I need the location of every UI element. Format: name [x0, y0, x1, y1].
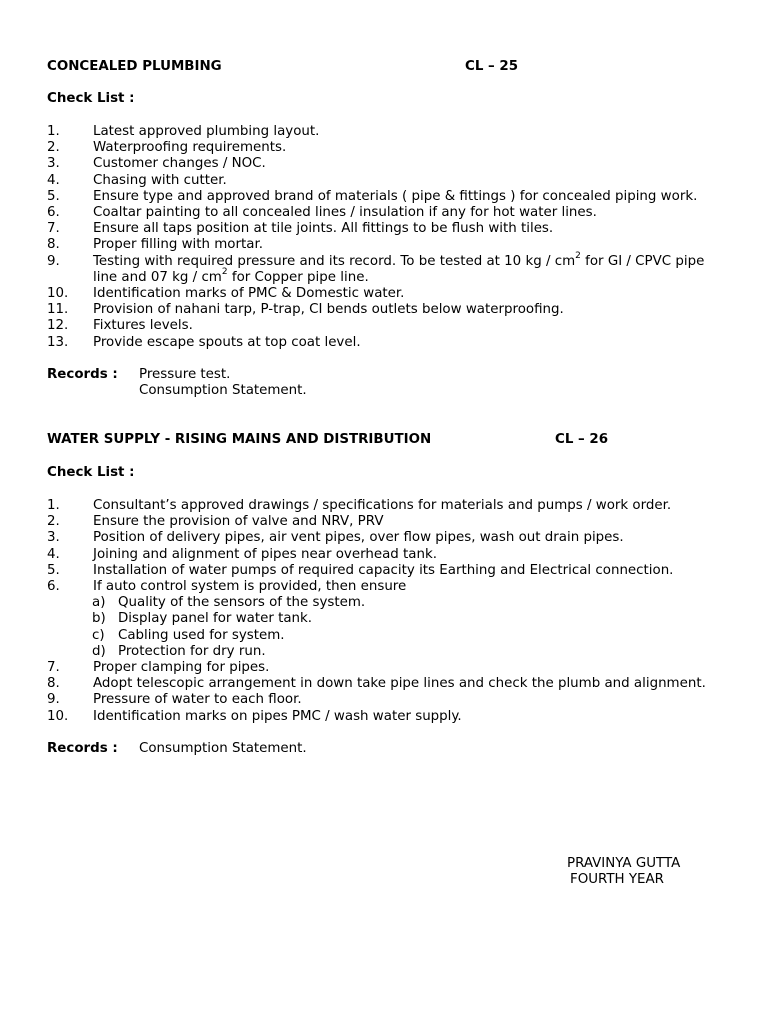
- sub-list-item: [47, 644, 728, 660]
- item-text: for GI / CPVC pipe line and 07 kg / cm: [93, 253, 705, 285]
- item-text: Testing with required pressure and its record. To be tested at 10 kg / cm: [93, 253, 576, 269]
- records: [47, 367, 728, 399]
- list-item: [47, 221, 728, 237]
- item-number: 1.: [47, 124, 60, 139]
- item-text: Quality of the sensors of the system.: [118, 595, 366, 611]
- item-text: Installation of water pumps of required capacity its Earthing and Electrical connection.: [93, 562, 674, 578]
- item-number: a): [92, 595, 106, 611]
- item-number: 11.: [47, 302, 69, 318]
- section-code: CL – 25: [465, 59, 519, 74]
- list-item: [47, 251, 728, 286]
- item-text: Ensure type and approved brand of materials ( pipe & fittings ) for concealed piping work.: [93, 188, 698, 204]
- checklist-label: Check List :: [47, 465, 135, 480]
- superscript: 2: [221, 267, 228, 278]
- item-number: b): [92, 611, 106, 627]
- item-text: Identification marks of PMC & Domestic water.: [93, 286, 405, 302]
- list-item: [47, 302, 728, 318]
- item-text: Pressure of water to each floor.: [93, 692, 302, 708]
- sub-list-item: [47, 595, 728, 611]
- item-text: for Copper pipe line.: [227, 269, 369, 285]
- list-item: [47, 530, 728, 546]
- item-text: Protection for dry run.: [118, 643, 266, 659]
- item-text: Adopt telescopic arrangement in down take pipe lines and check the plumb and alignment.: [93, 676, 706, 692]
- item-number: 10.: [47, 286, 69, 302]
- section-heading: [47, 59, 728, 76]
- item-number: 3.: [47, 530, 60, 546]
- item-number: 13.: [47, 334, 69, 350]
- sub-list-item: [47, 611, 728, 627]
- item-text: Joining and alignment of pipes near overhead tank.: [93, 546, 437, 562]
- item-number: 7.: [47, 660, 60, 676]
- section-heading: [47, 432, 728, 449]
- item-text: Cabling used for system.: [118, 627, 285, 643]
- item-text: Waterproofing requirements.: [93, 140, 287, 156]
- item-text: Position of delivery pipes, air vent pipes, over flow pipes, wash out drain pipes.: [93, 530, 624, 546]
- record-entry: Pressure test.: [139, 366, 231, 382]
- item-text: Display panel for water tank.: [118, 611, 313, 627]
- records-label: Records :: [47, 366, 118, 382]
- list-item: [47, 173, 728, 189]
- signature-year: FOURTH YEAR: [570, 872, 664, 887]
- item-text: Ensure the provision of valve and NRV, PRV: [93, 514, 384, 530]
- sub-list-item: [47, 628, 728, 644]
- item-text: Proper filling with mortar.: [93, 237, 263, 253]
- item-text: If auto control system is provided, then ensure: [93, 579, 407, 595]
- list-item: [47, 676, 728, 692]
- item-number: 6.: [47, 205, 60, 221]
- list-item: [47, 156, 728, 172]
- section-title: CONCEALED PLUMBING: [47, 59, 222, 74]
- list-item: [47, 124, 728, 140]
- list-item: [47, 660, 728, 676]
- record-entry: Consumption Statement.: [139, 383, 307, 399]
- item-text: Customer changes / NOC.: [93, 156, 266, 172]
- list-item: [47, 237, 728, 253]
- section-concealed-plumbing: [47, 59, 728, 399]
- checklist-label: Check List :: [47, 91, 135, 106]
- item-number: 3.: [47, 156, 60, 172]
- item-number: d): [92, 643, 106, 659]
- list-item: [47, 318, 728, 334]
- list-item: [47, 709, 728, 725]
- item-number: 4.: [47, 172, 60, 188]
- item-number: 1.: [47, 498, 60, 513]
- item-text: Ensure all taps position at tile joints. All fittings to be flush with tiles.: [93, 221, 554, 237]
- list-item: [47, 286, 728, 302]
- item-number: 6.: [47, 579, 60, 595]
- list-item: [47, 547, 728, 563]
- section-water-supply: [47, 432, 728, 757]
- item-text: Chasing with cutter.: [93, 172, 227, 188]
- item-text: Coaltar painting to all concealed lines / insulation if any for hot water lines.: [93, 205, 597, 221]
- superscript: 2: [575, 251, 581, 262]
- section-code: CL – 26: [555, 432, 609, 447]
- item-number: c): [92, 627, 105, 643]
- item-text: Proper clamping for pipes.: [93, 660, 270, 676]
- list-item: [47, 335, 728, 351]
- item-text: Provision of nahani tarp, P-trap, CI bends outlets below waterproofing.: [93, 302, 564, 318]
- item-text: Latest approved plumbing layout.: [93, 124, 320, 139]
- list-item: [47, 692, 728, 708]
- list-item: [47, 189, 728, 205]
- item-text: Consultant’s approved drawings / specifications for materials and pumps / work order.: [93, 498, 672, 513]
- section-title: WATER SUPPLY - RISING MAINS AND DISTRIBUTION: [47, 432, 432, 447]
- records-label: Records :: [47, 740, 118, 756]
- item-number: 2.: [47, 140, 60, 156]
- list-item: [47, 514, 728, 530]
- item-number: 10.: [47, 708, 69, 724]
- list-item: [47, 579, 728, 595]
- checklist: [47, 498, 728, 725]
- item-number: 8.: [47, 237, 60, 253]
- record-entry: Consumption Statement.: [139, 740, 307, 756]
- item-number: 9.: [47, 692, 60, 708]
- item-number: 12.: [47, 318, 69, 334]
- checklist: [47, 124, 728, 351]
- item-number: 8.: [47, 676, 60, 692]
- item-number: 4.: [47, 546, 60, 562]
- list-item: [47, 140, 728, 156]
- signature-block: [567, 856, 680, 888]
- item-text: Fixtures levels.: [93, 318, 193, 334]
- signature-name: PRAVINYA GUTTA: [567, 856, 681, 871]
- item-text: Identification marks on pipes PMC / wash water supply.: [93, 708, 462, 724]
- item-number: 7.: [47, 221, 60, 237]
- item-number: 5.: [47, 562, 60, 578]
- item-number: 5.: [47, 188, 60, 204]
- records: [47, 741, 728, 757]
- list-item: [47, 498, 728, 514]
- item-text: Provide escape spouts at top coat level.: [93, 334, 361, 350]
- item-number: 2.: [47, 514, 60, 530]
- list-item: [47, 563, 728, 579]
- list-item: [47, 205, 728, 221]
- item-number: 9.: [47, 253, 60, 269]
